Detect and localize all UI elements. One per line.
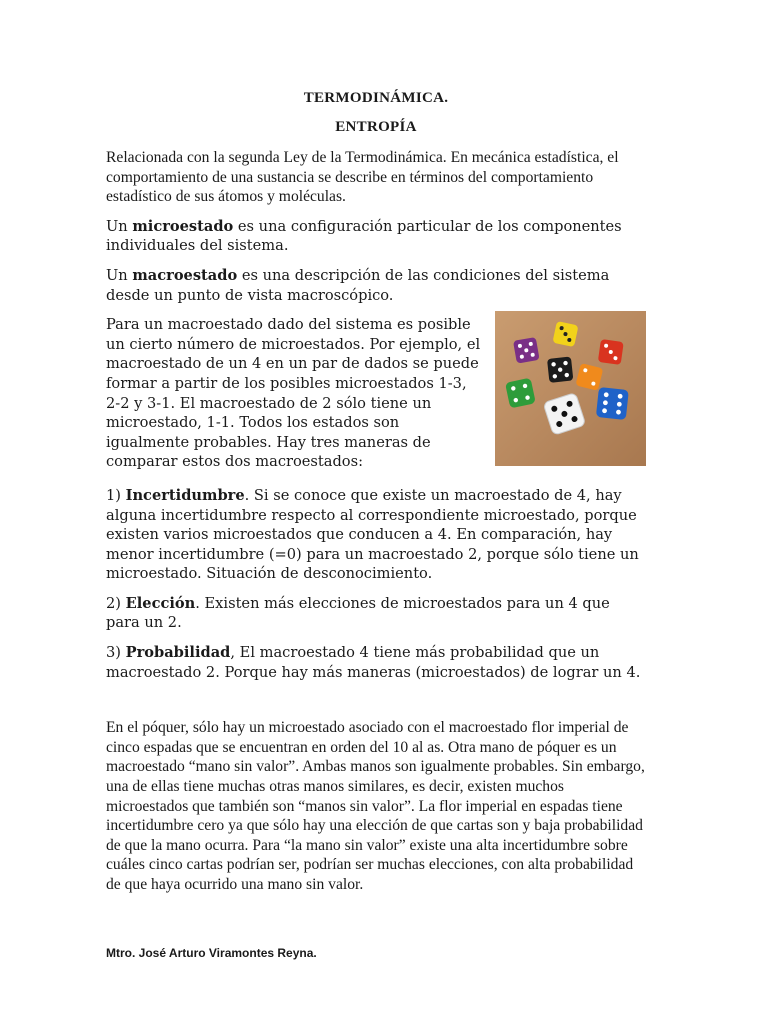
macrostate-paragraph: Un macroestado es una descripción de las condiciones del sistema desde un punto de vista macroscópico. xyxy=(106,266,610,304)
document-title: TERMODINÁMICA. xyxy=(303,90,449,106)
red-die-icon xyxy=(598,339,624,365)
purple-die-icon xyxy=(513,337,540,364)
dice-photo xyxy=(495,311,646,466)
item-term: Elección xyxy=(125,594,196,612)
item-uncertainty: 1) Incertidumbre. Si se conoce que existe un macroestado de 4, hay alguna incertidumbre respecto al correspondiente microestado, porque existen varios microestados que conducen a 4. En comparación, hay menor incertidumbre (=0) para un macroestado 2, porque sólo tiene un microestado. Situación de desconocimiento. xyxy=(106,486,639,583)
black-die-icon xyxy=(547,357,573,383)
item-term: Incertidumbre xyxy=(125,486,245,504)
item-probability: 3) Probabilidad, El macroestado 4 tiene más probabilidad que un macroestado 2. Porque hay más maneras (microestados) de lograr un 4. xyxy=(106,644,641,681)
yellow-die-icon xyxy=(552,321,578,347)
document-subtitle: ENTROPÍA xyxy=(335,119,417,135)
microstate-paragraph: Un microestado es una configuración particular de los componentes individuales del sistema. xyxy=(106,217,622,255)
dice-paragraph: Para un macroestado dado del sistema es posible un cierto número de microestados. Por ejemplo, el macroestado de un 4 en un par de dados se puede formar a partir de los posibles microestados 1-3, 2-2 y 3-1. El macroestado de 2 sólo tiene un microestado, 1-1. Todos los estados son igualmente probables. Hay tres maneras de comparar estos dos macroestados: xyxy=(106,316,481,471)
blue-die-icon xyxy=(596,387,629,420)
intro-paragraph: Relacionada con la segunda Ley de la Termodinámica. En mecánica estadística, el comportamiento de una sustancia se describe en términos del comportamiento estadístico de sus átomos y moléculas. xyxy=(106,149,619,206)
microstate-term: microestado xyxy=(132,217,234,235)
document-page xyxy=(106,90,646,895)
item-choice: 2) Elección. Existen más elecciones de microestados para un 4 que para un 2. xyxy=(106,594,610,632)
macrostate-term: macroestado xyxy=(132,266,238,284)
item-term: Probabilidad xyxy=(125,644,231,662)
author-footer: Mtro. José Arturo Viramontes Reyna. xyxy=(106,946,317,960)
poker-paragraph: En el póquer, sólo hay un microestado asociado con el macroestado flor imperial de cinco espadas que se encuentran en orden del 10 al as. Otra mano de póquer es un macroestado “mano sin valor”. Ambas manos son igualmente probables. Sin embargo, una de ellas tiene muchas otras manos similares, es decir, existen muchos microestados que también son “manos sin valor”. La flor imperial en espadas tiene incertidumbre cero ya que sólo hay una elección de que cartas son y baja probabilidad de que la mano ocurra. Para “la mano sin valor” existe una alta incertidumbre sobre cuáles cinco cartas podrían ser, podrían ser muchas elecciones, con alta probabilidad de que haya ocurrido una mano sin valor. xyxy=(106,719,645,893)
green-die-icon xyxy=(505,378,536,409)
